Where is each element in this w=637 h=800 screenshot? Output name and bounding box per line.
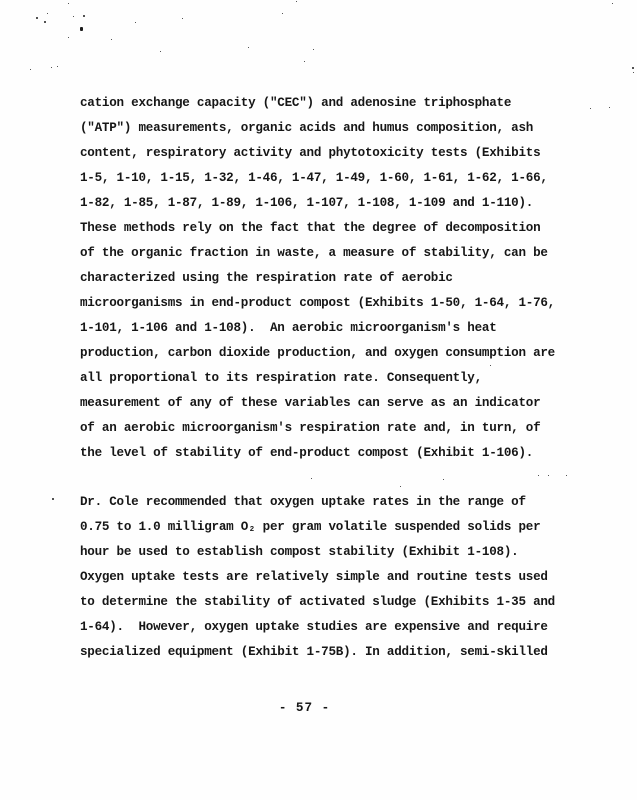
scan-speck <box>612 3 613 4</box>
scan-speck <box>296 1 297 2</box>
text-line: These methods rely on the fact that the degree of decomposition <box>80 221 541 235</box>
text-line: all proportional to its respiration rate. Consequently, <box>80 371 482 385</box>
text-line: content, respiratory activity and phytotoxicity tests (Exhibits <box>80 146 541 160</box>
text-line: microorganisms in end-product compost (Exhibits 1-50, 1-64, 1-76, <box>80 296 555 310</box>
scan-speck <box>68 37 69 38</box>
text-line: measurement of any of these variables can serve as an indicator <box>80 396 541 410</box>
text-line: production, carbon dioxide production, and oxygen consumption are <box>80 346 555 360</box>
scan-speck <box>135 22 136 23</box>
scan-speck <box>609 107 610 108</box>
scan-speck <box>47 13 48 14</box>
text-line: Dr. Cole recommended that oxygen uptake rates in the range of <box>80 495 526 509</box>
text-line: 1-5, 1-10, 1-15, 1-32, 1-46, 1-47, 1-49, 1-60, 1-61, 1-62, 1-66, <box>80 171 548 185</box>
scan-speck <box>632 67 634 69</box>
scan-speck <box>590 108 591 109</box>
scan-speck <box>30 69 31 70</box>
scan-speck <box>57 66 58 67</box>
scan-speck <box>248 47 249 48</box>
text-line: specialized equipment (Exhibit 1-75B). In addition, semi-skilled <box>80 645 548 659</box>
paragraph-2 <box>80 490 580 665</box>
text-line: hour be used to establish compost stability (Exhibit 1-108). <box>80 545 519 559</box>
scan-speck <box>51 67 52 68</box>
text-line: characterized using the respiration rate of aerobic <box>80 271 453 285</box>
scan-speck <box>52 498 54 500</box>
scan-speck <box>111 39 112 40</box>
scan-speck <box>313 49 314 50</box>
text-line: Oxygen uptake tests are relatively simple and routine tests used <box>80 570 548 584</box>
scan-speck <box>633 72 634 73</box>
scan-speck <box>36 17 38 19</box>
scan-speck <box>304 61 305 62</box>
paragraph-1 <box>80 91 580 466</box>
text-line: 1-101, 1-106 and 1-108). An aerobic microorganism's heat <box>80 321 497 335</box>
scan-speck <box>80 27 83 31</box>
text-line: 0.75 to 1.0 milligram O₂ per gram volatile suspended solids per <box>80 520 541 534</box>
text-line: of the organic fraction in waste, a measure of stability, can be <box>80 246 548 260</box>
text-line: ("ATP") measurements, organic acids and humus composition, ash <box>80 121 534 135</box>
text-line: 1-82, 1-85, 1-87, 1-89, 1-106, 1-107, 1-108, 1-109 and 1-110). <box>80 196 534 210</box>
scan-speck <box>68 3 69 4</box>
text-line: the level of stability of end-product compost (Exhibit 1-106). <box>80 446 534 460</box>
document-body <box>80 91 580 665</box>
text-line: of an aerobic microorganism's respiration rate and, in turn, of <box>80 421 541 435</box>
scan-speck <box>83 15 85 17</box>
scan-speck <box>73 16 74 17</box>
scan-speck <box>160 51 161 52</box>
scan-speck <box>44 21 46 23</box>
text-line: to determine the stability of activated sludge (Exhibits 1-35 and <box>80 595 555 609</box>
scan-speck <box>182 18 183 19</box>
page-number: - 57 - <box>278 701 331 715</box>
text-line: 1-64). However, oxygen uptake studies are expensive and require <box>80 620 548 634</box>
scan-speck <box>282 13 283 14</box>
text-line: cation exchange capacity ("CEC") and adenosine triphosphate <box>80 96 512 110</box>
